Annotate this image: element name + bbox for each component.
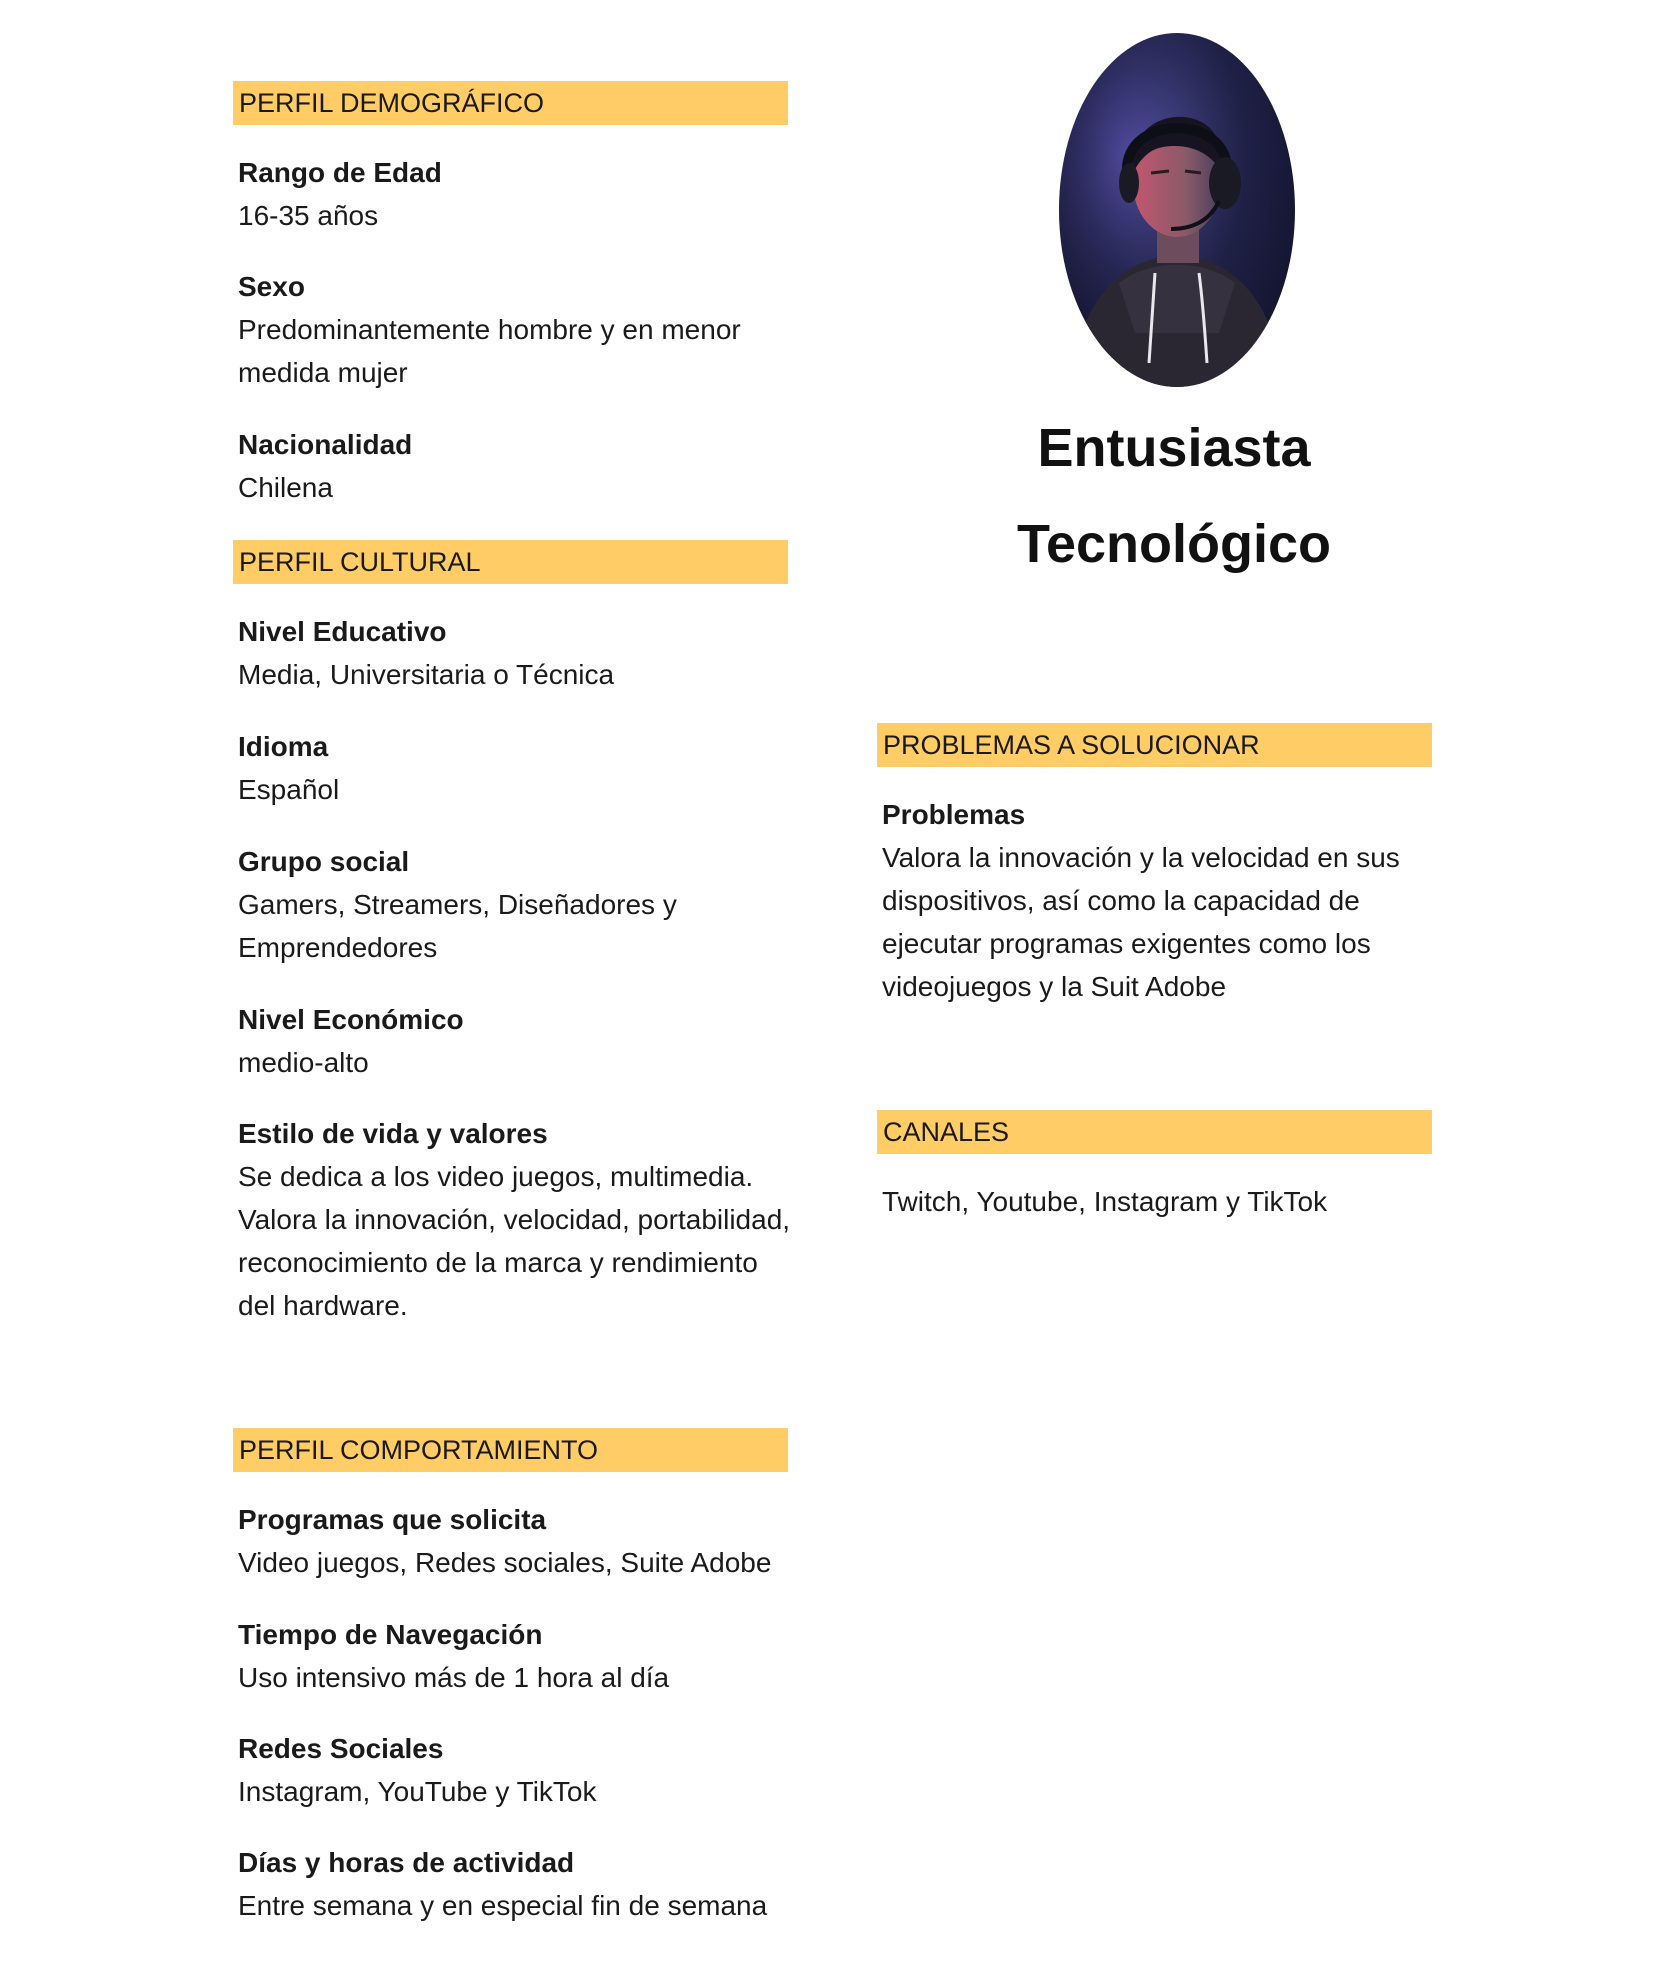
persona-title-line1: Entusiasta xyxy=(1037,418,1311,478)
estilo-vida-value: Se dedica a los video juegos, multimedia. Valora la innovación, velocidad, portabilidad, reconocimiento de la marca y rendimiento del hardware. xyxy=(238,1161,791,1321)
estilo-vida-label: Estilo de vida y valores xyxy=(238,1118,548,1149)
sexo-value: Predominantemente hombre y en menor medida mujer xyxy=(238,314,741,388)
problemas-label: Problemas xyxy=(882,799,1026,830)
dias-actividad-value: Entre semana y en especial fin de semana xyxy=(238,1890,768,1921)
rango-edad-label: Rango de Edad xyxy=(238,157,442,188)
idioma-label: Idioma xyxy=(238,731,329,762)
tiempo-navegacion-label: Tiempo de Navegación xyxy=(238,1619,543,1650)
nivel-economico-value: medio-alto xyxy=(238,1047,369,1078)
persona-title-line2: Tecnológico xyxy=(1016,514,1331,574)
nivel-economico-label: Nivel Económico xyxy=(238,1004,464,1035)
section-heading-problemas: PROBLEMAS A SOLUCIONAR xyxy=(877,723,1432,767)
section-heading-perfil-cultural: PERFIL CULTURAL xyxy=(233,540,788,584)
nacionalidad-label: Nacionalidad xyxy=(238,429,413,460)
programas-label: Programas que solicita xyxy=(238,1504,547,1535)
section-heading-perfil-comportamiento: PERFIL COMPORTAMIENTO xyxy=(233,1428,788,1472)
redes-sociales-label: Redes Sociales xyxy=(238,1733,444,1764)
nivel-educativo-label: Nivel Educativo xyxy=(238,616,447,647)
problemas-value: Valora la innovación y la velocidad en sus dispositivos, así como la capacidad de ejecutar programas exigentes como los videojuegos y la Suit Adobe xyxy=(882,842,1400,1002)
sexo-label: Sexo xyxy=(238,271,305,302)
persona-title xyxy=(944,400,1404,592)
rango-edad-value: 16-35 años xyxy=(238,200,379,231)
programas-value: Video juegos, Redes sociales, Suite Adobe xyxy=(238,1547,772,1578)
tiempo-navegacion-value: Uso intensivo más de 1 hora al día xyxy=(238,1662,670,1693)
redes-sociales-value: Instagram, YouTube y TikTok xyxy=(238,1776,597,1807)
nivel-educativo-value: Media, Universitaria o Técnica xyxy=(238,659,615,690)
grupo-social-value: Gamers, Streamers, Diseñadores y Emprendedores xyxy=(238,889,677,963)
idioma-value: Español xyxy=(238,774,340,805)
section-heading-canales: CANALES xyxy=(877,1110,1432,1154)
nacionalidad-value: Chilena xyxy=(238,472,333,503)
grupo-social-label: Grupo social xyxy=(238,846,410,877)
canales-value: Twitch, Youtube, Instagram y TikTok xyxy=(882,1186,1328,1217)
persona-photo xyxy=(1059,33,1295,387)
section-heading-perfil-demografico: PERFIL DEMOGRÁFICO xyxy=(233,81,788,125)
dias-actividad-label: Días y horas de actividad xyxy=(238,1847,575,1878)
